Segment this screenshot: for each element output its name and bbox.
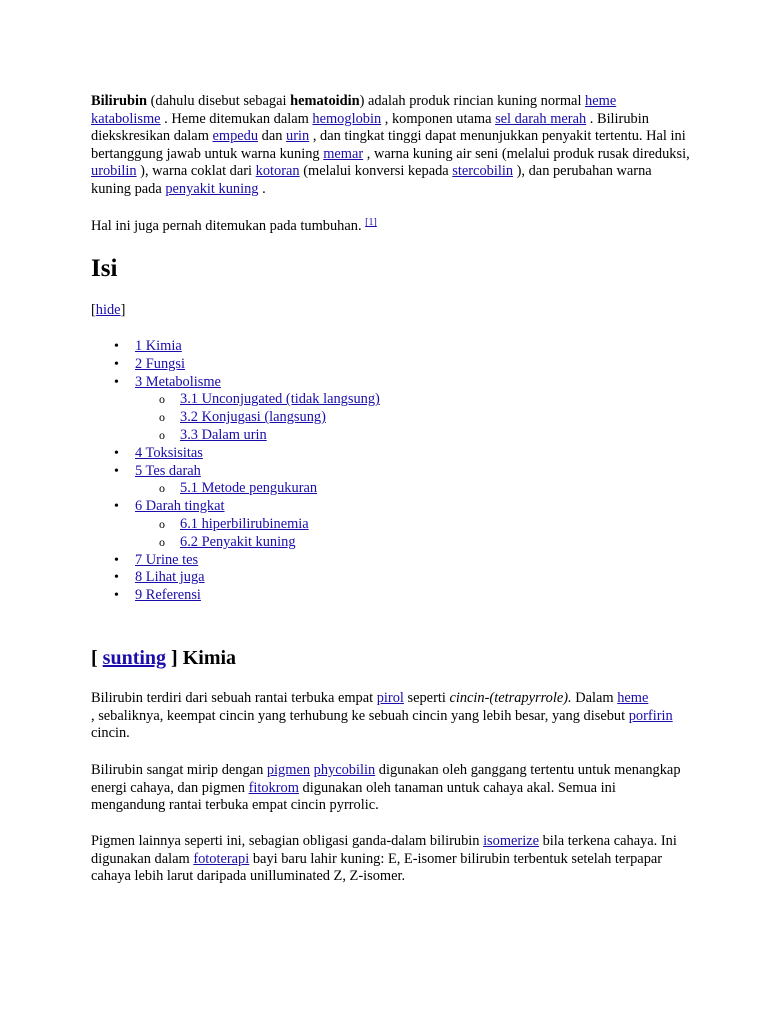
toc-item (91, 552, 491, 570)
bullet-icon: • (114, 588, 119, 604)
section-title: Kimia (182, 647, 237, 669)
bullet-icon: • (114, 570, 119, 586)
bullet-icon: • (114, 445, 119, 461)
bullet-icon: o (159, 410, 165, 425)
bullet-icon: • (114, 552, 119, 568)
link-isomerize[interactable]: isomerize (483, 833, 540, 849)
toc-item (91, 463, 491, 481)
intro-paragraph-2: Hal ini juga pernah ditemukan pada tumbuhan. [1] (91, 217, 377, 234)
bullet-icon: • (114, 356, 119, 372)
toc-item (91, 569, 491, 587)
toc-heading: Isi (91, 255, 118, 282)
toc-item (91, 498, 491, 516)
toc-link[interactable]: 2 Fungsi (135, 355, 185, 372)
toc-link[interactable]: 8 Lihat juga (135, 569, 205, 586)
link-phycobilin[interactable]: phycobilin (313, 762, 376, 778)
link-urobilin[interactable]: urobilin (91, 163, 137, 180)
kimia-paragraph-1: Bilirubin terdiri dari sebuah rantai terbuka empat pirol seperti cincin-(tetrapyrrole). Dalam heme , sebaliknya, keempat cincin yang terhubung ke sebuah cincin yang lebih besar, yang disebut porfirin cincin. (91, 690, 673, 742)
term-hematoidin: hematoidin (290, 93, 360, 109)
toc-item (91, 445, 491, 463)
toc-link[interactable]: 9 Referensi (135, 587, 201, 604)
toc-link[interactable]: 3 Metabolisme (135, 373, 221, 390)
toc-item (91, 516, 491, 534)
bullet-icon: o (159, 427, 165, 442)
bullet-icon: o (159, 392, 165, 407)
toc-link[interactable]: 3.2 Konjugasi (langsung) (180, 409, 326, 426)
link-pirol[interactable]: pirol (376, 690, 404, 706)
link-sel-darah-merah[interactable]: sel darah merah (495, 110, 587, 127)
toc-link[interactable]: 6.1 hiperbilirubinemia (180, 515, 309, 532)
link-fototerapi[interactable]: fototerapi (193, 850, 250, 867)
link-pigmen[interactable]: pigmen (266, 762, 311, 778)
link-urin[interactable]: urin (286, 128, 310, 145)
link-hemoglobin[interactable]: hemoglobin (312, 110, 382, 127)
bullet-icon: • (114, 339, 119, 354)
toc-item (91, 427, 491, 445)
link-memar[interactable]: memar (323, 145, 364, 162)
toc-item (91, 409, 491, 427)
link-empedu[interactable]: empedu (212, 128, 259, 145)
link-katabolisme[interactable]: katabolisme (91, 110, 161, 127)
bullet-icon: o (159, 516, 165, 531)
toc-item (91, 587, 491, 605)
toc-link[interactable]: 3.3 Dalam urin (180, 426, 267, 443)
link-heme-2[interactable]: heme (617, 690, 649, 706)
toc-link[interactable]: 4 Toksisitas (135, 444, 203, 461)
toc-item (91, 338, 491, 356)
bullet-icon: • (114, 374, 119, 390)
term-tetrapyrrole: cincin-(tetrapyrrole). (449, 690, 572, 706)
toc-link[interactable]: 3.1 Unconjugated (tidak langsung) (180, 391, 380, 408)
toc-link[interactable]: 7 Urine tes (135, 551, 199, 568)
intro-paragraph: Bilirubin (dahulu disebut sebagai hematoidin) adalah produk rincian kuning normal heme katabolisme . Heme ditemukan dalam hemoglobin , komponen utama sel darah merah . Bilirubin diekskresikan dalam empedu dan urin , dan tingkat tinggi dapat menunjukkan penyakit tertentu. Hal ini bertanggung jawab untuk warna kuning memar , warna kuning air seni (melalui produk rusak direduksi, urobilin ), warna coklat dari kotoran (melalui konversi kepada stercobilin ), dan perubahan warna kuning pada penyakit kuning . (91, 93, 690, 197)
link-penyakit-kuning[interactable]: penyakit kuning (165, 180, 259, 197)
toc-item (91, 391, 491, 409)
bullet-icon: o (159, 481, 165, 496)
term-bilirubin: Bilirubin (91, 93, 147, 109)
link-kotoran[interactable]: kotoran (255, 163, 300, 180)
kimia-paragraph-3: Pigmen lainnya seperti ini, sebagian obligasi ganda-dalam bilirubin isomerize bila terkena cahaya. Ini digunakan dalam fototerapi bayi baru lahir kuning: E, E-isomer bilirubin terbentuk setelah terpapar cahaya lebih larut daripada unilluminated Z, Z-isomer. (91, 833, 677, 885)
link-stercobilin[interactable]: stercobilin (452, 163, 514, 180)
toc-link[interactable]: 6.2 Penyakit kuning (180, 533, 296, 550)
link-porfirin[interactable]: porfirin (628, 707, 673, 724)
link-heme[interactable]: heme (585, 93, 617, 109)
reference-link-1[interactable]: [1] (365, 217, 377, 228)
edit-section-link[interactable]: sunting (102, 647, 167, 669)
toc-item (91, 480, 491, 498)
bullet-icon: • (114, 463, 119, 479)
hide-link[interactable]: hide (95, 302, 121, 318)
section-heading-kimia: [ sunting ] Kimia (91, 647, 237, 669)
table-of-contents (91, 338, 491, 605)
toc-link[interactable]: 5 Tes darah (135, 462, 201, 479)
kimia-paragraph-2: Bilirubin sangat mirip dengan pigmen phycobilin digunakan oleh ganggang tertentu untuk menangkap energi cahaya, dan pigmen fitokrom digunakan oleh tanaman untuk cahaya akal. Semua ini mengandung rantai terbuka empat cincin pyrrolic. (91, 762, 681, 814)
bullet-icon: • (114, 499, 119, 515)
toc-item (91, 534, 491, 552)
bullet-icon: o (159, 534, 165, 549)
toc-link[interactable]: 1 Kimia (135, 338, 182, 354)
link-fitokrom[interactable]: fitokrom (248, 779, 299, 796)
toc-item (91, 356, 491, 374)
toc-hide-toggle: [hide] (91, 302, 126, 318)
toc-link[interactable]: 6 Darah tingkat (135, 498, 225, 515)
toc-item (91, 374, 491, 392)
toc-link[interactable]: 5.1 Metode pengukuran (180, 480, 318, 497)
